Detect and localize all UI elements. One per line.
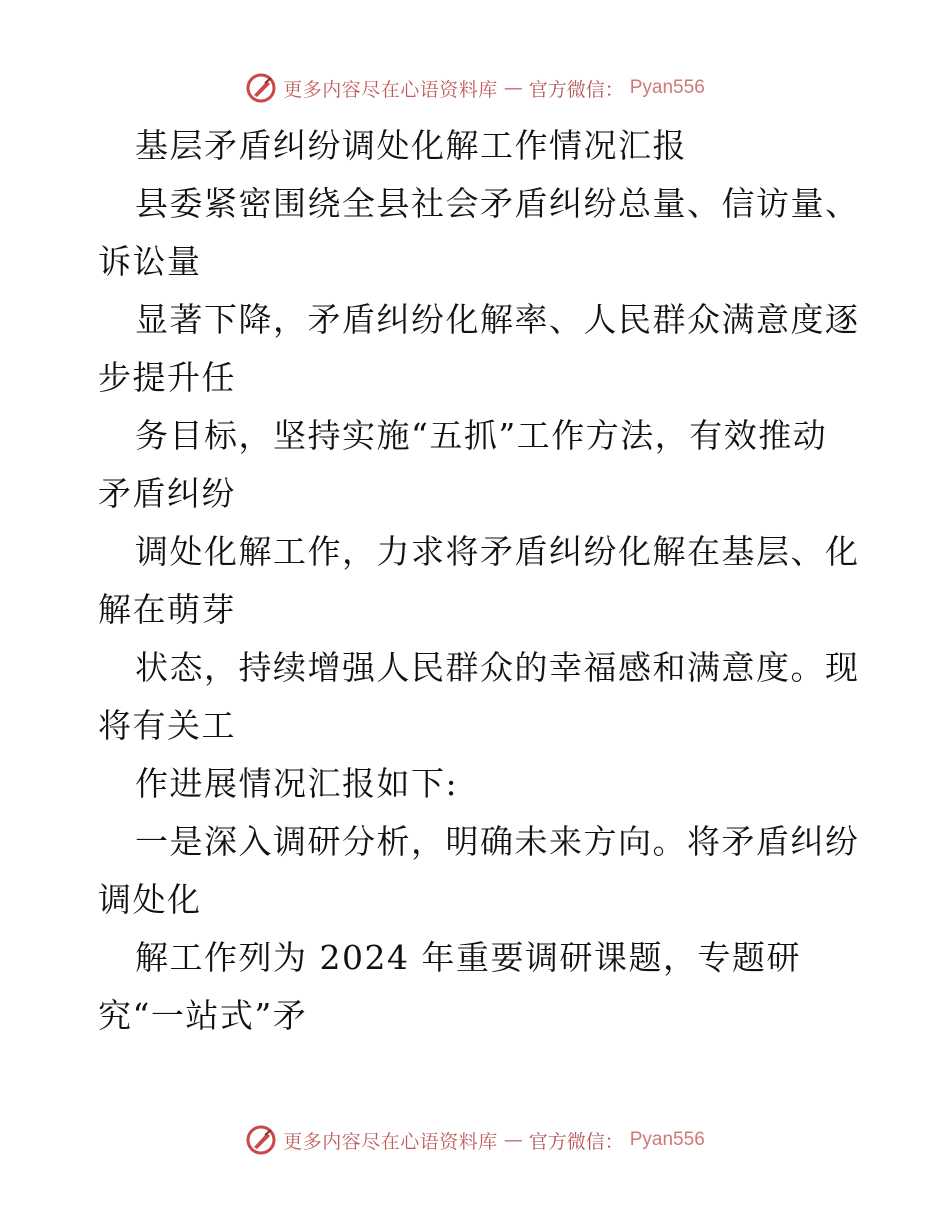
document-body bbox=[98, 122, 858, 1050]
header-watermark bbox=[0, 72, 950, 104]
watermark-wechat-id: Pyan556 bbox=[629, 77, 705, 98]
quill-logo-icon bbox=[245, 1124, 277, 1156]
paragraph-line: 作进展情况汇报如下: bbox=[135, 764, 459, 803]
watermark-brand: 更多内容尽在心语资料库 bbox=[283, 78, 498, 101]
watermark-dash: — bbox=[503, 77, 523, 99]
footer-watermark bbox=[0, 1124, 950, 1156]
paragraph-line: 步提升任 bbox=[98, 358, 236, 397]
paragraph-line: 解在萌芽 bbox=[98, 590, 236, 629]
paragraph-line: 究“一站式”矛 bbox=[98, 996, 308, 1035]
paragraph-line: 县委紧密围绕全县社会矛盾纠纷总量、信访量、 bbox=[135, 184, 860, 223]
watermark-label: 官方微信： bbox=[528, 1130, 624, 1153]
watermark-wechat-id: Pyan556 bbox=[629, 1129, 705, 1150]
watermark-label: 官方微信： bbox=[528, 78, 624, 101]
paragraph-line: 一是深入调研分析，明确未来方向。将矛盾纠纷 bbox=[135, 822, 860, 861]
paragraph-line: 状态，持续增强人民群众的幸福感和满意度。现 bbox=[135, 648, 860, 687]
paragraph-line: 调处化 bbox=[98, 880, 202, 919]
paragraph-line: 显著下降，矛盾纠纷化解率、人民群众满意度逐 bbox=[135, 300, 860, 339]
paragraph-line: 诉讼量 bbox=[98, 242, 202, 281]
paragraph-line: 基层矛盾纠纷调处化解工作情况汇报 bbox=[135, 126, 687, 165]
paragraph-line: 调处化解工作，力求将矛盾纠纷化解在基层、化 bbox=[135, 532, 860, 571]
watermark-dash: — bbox=[503, 1129, 523, 1151]
paragraph-line: 将有关工 bbox=[98, 706, 236, 745]
paragraph-line: 解工作列为 2024 年重要调研课题，专题研 bbox=[135, 938, 801, 977]
watermark-brand: 更多内容尽在心语资料库 bbox=[283, 1130, 498, 1153]
quill-logo-icon bbox=[245, 72, 277, 104]
paragraph-line: 务目标，坚持实施“五抓”工作方法，有效推动 bbox=[135, 416, 828, 455]
paragraph-line: 矛盾纠纷 bbox=[98, 474, 236, 513]
